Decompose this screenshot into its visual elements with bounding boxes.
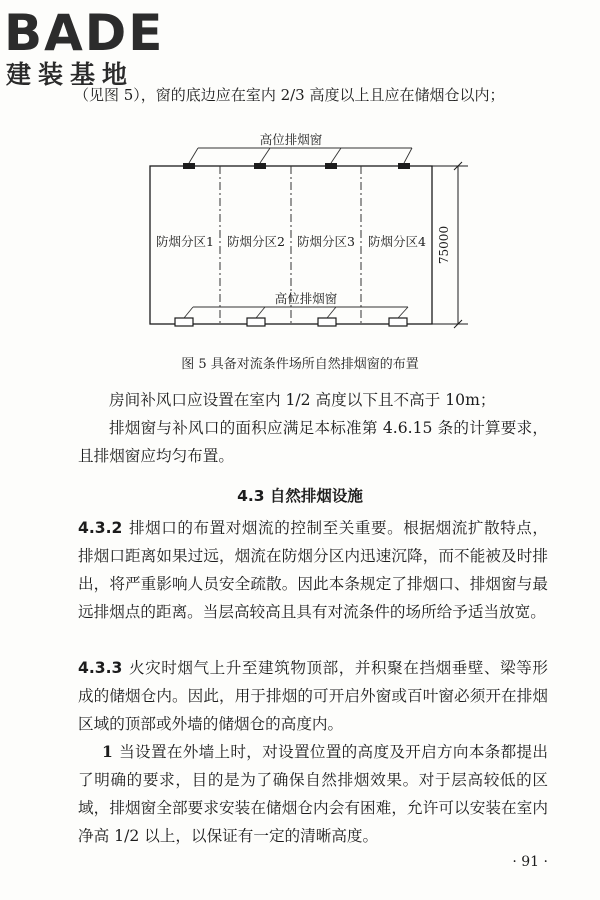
clause-number: 4.3.3 xyxy=(78,659,123,677)
bottom-window-label: 高位排烟窗 xyxy=(274,291,338,306)
figure-5-diagram xyxy=(0,120,600,360)
logo-subtitle: 建装基地 xyxy=(6,60,135,89)
figure-caption: 图 5 具备对流条件场所自然排烟窗的布置 xyxy=(181,357,419,372)
zone-label-2: 防烟分区2 xyxy=(227,234,285,249)
clause-text: 排烟口的布置对烟流的控制至关重要。根据烟流扩散特点，排烟口距离如果过远，烟流在防烟分区内迅速沉降，而不能被及时排出，将严重影响人员安全疏散。因此本条规定了排烟口、排烟窗与最远排烟点的距离。当层高较高且具有对流条件的场所给予适当放宽。 xyxy=(78,519,548,621)
item-number: 1 xyxy=(102,742,113,761)
bottom-leader-lines xyxy=(184,307,408,318)
paragraph-air-inlet: 房间补风口应设置在室内 1/2 高度以下且不高于 10m； xyxy=(109,391,496,409)
clause-4-3-2 xyxy=(78,514,548,626)
intro-line: （见图 5），窗的底边应在室内 2/3 高度以上且应在储烟仓以内； xyxy=(74,86,505,104)
clause-4-3-3 xyxy=(78,654,548,738)
page-number: · 91 · xyxy=(512,854,548,870)
logo-wordmark: BADE xyxy=(4,4,165,62)
item-text: 当设置在外墙上时，对设置位置的高度及开启方向本条都提出了明确的要求，目的是为了确保自然排烟效果。对于层高较低的区域，排烟窗全部要求安装在储烟仓内会有困难，允许可以安装在室内净高 1/2 以上，以保证有一定的清晰高度。 xyxy=(78,743,548,845)
clause-number: 4.3.2 xyxy=(78,519,123,537)
zone-label-3: 防烟分区3 xyxy=(297,234,355,249)
zone-label-4: 防烟分区4 xyxy=(368,234,426,249)
paragraph-window-area: 排烟窗与补风口的面积应满足本标准第 4.6.15 条的计算要求，且排烟窗应均匀布置。 xyxy=(78,419,548,465)
top-leader-lines xyxy=(189,148,412,163)
section-title: 4.3 自然排烟设施 xyxy=(237,487,363,505)
zone-label-1: 防烟分区1 xyxy=(156,234,214,249)
clause-text: 火灾时烟气上升至建筑物顶部，并积聚在挡烟垂壁、梁等形成的储烟仓内。因此，用于排烟的可开启外窗或百叶窗必须开在排烟区域的顶部或外墙的储烟仓的高度内。 xyxy=(78,659,548,733)
top-window-label: 高位排烟窗 xyxy=(259,132,323,147)
dimension-value: 75000 xyxy=(437,225,451,265)
logo xyxy=(4,4,176,96)
clause-item-1 xyxy=(78,738,548,850)
